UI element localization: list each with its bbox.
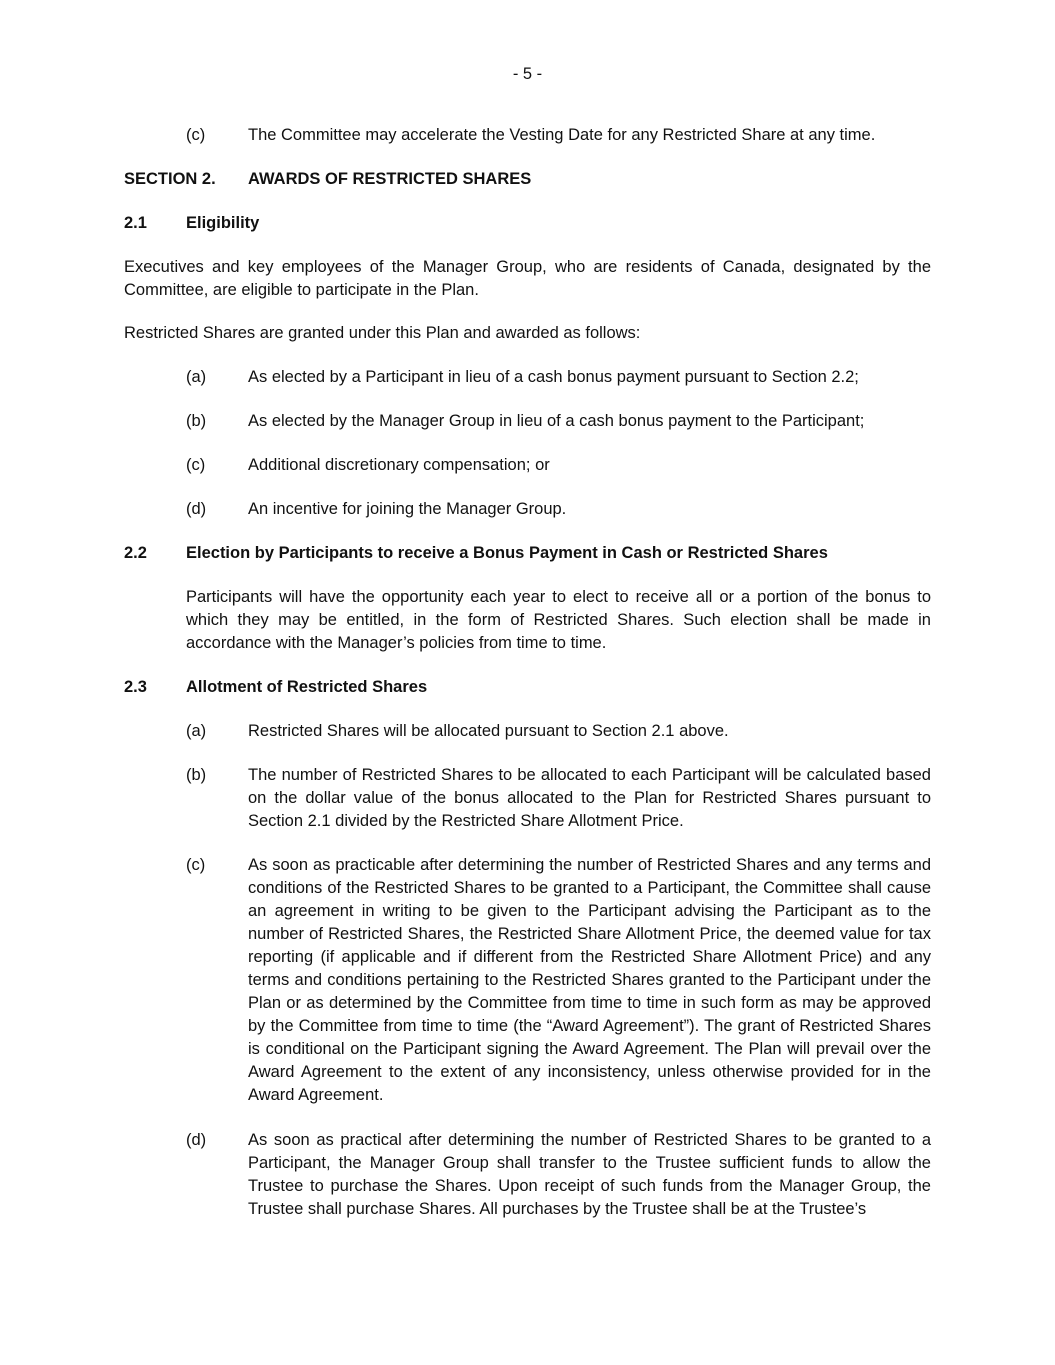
list-item — [186, 854, 931, 1107]
subsection-title: Allotment of Restricted Shares — [186, 678, 428, 696]
subsection-title: Eligibility — [186, 214, 260, 232]
list-item-label: (d) — [186, 500, 207, 518]
subsection-number: 2.3 — [124, 678, 147, 696]
page-number: - 5 - — [512, 65, 543, 83]
subsection-number: 2.1 — [124, 214, 147, 232]
list-item — [186, 454, 931, 477]
list-item-label: (d) — [186, 1131, 207, 1149]
intro-list-item — [186, 124, 931, 147]
list-item — [186, 366, 931, 389]
list-item — [186, 498, 931, 521]
list-item-text: Restricted Shares will be allocated pursuant to Section 2.1 above. — [248, 722, 729, 740]
list-item-text: As elected by the Manager Group in lieu of a cash bonus payment to the Participant; — [248, 412, 865, 430]
awards-intro-paragraph: Restricted Shares are granted under this Plan and awarded as follows: — [124, 324, 641, 342]
list-item-label: (b) — [186, 412, 207, 430]
list-item-text: The number of Restricted Shares to be allocated to each Participant will be calculated based on the dollar value of the bonus allocated to the Plan for Restricted Shares pursuant to Section 2.1 divided by the Restricted Share Allotment Price. — [248, 766, 931, 830]
list-item — [186, 1129, 931, 1221]
list-item — [186, 720, 931, 743]
subsection-title: Election by Participants to receive a Bonus Payment in Cash or Restricted Shares — [186, 544, 828, 562]
list-item-label: (c) — [186, 456, 206, 474]
list-item — [186, 764, 931, 833]
list-item-label: (b) — [186, 766, 207, 784]
section-title: AWARDS OF RESTRICTED SHARES — [248, 170, 532, 188]
list-item — [186, 410, 931, 433]
subsection-number: 2.2 — [124, 544, 147, 562]
list-item-text: Additional discretionary compensation; or — [248, 456, 550, 474]
list-item-text: As elected by a Participant in lieu of a cash bonus payment pursuant to Section 2.2; — [248, 368, 859, 386]
list-item-text: As soon as practicable after determining the number of Restricted Shares and any terms and conditions of the Restricted Shares to be granted to a Participant, the Committee shall cause an agreement in writing to be given to the Participant advising the Participant as to the number of Restricted Shares, the Restricted Share Allotment Price, the deemed value for tax reporting (if applicable and if different from the Restricted Share Allotment Price) and any terms and conditions pertaining to the Restricted Shares granted to the Participant under the Plan or as determined by the Committee from time to time in such form as may be approved by the Committee from time to time (the “Award Agreement”). The grant of Restricted Shares is conditional on the Participant signing the Award Agreement. The Plan will prevail over the Award Agreement to the extent of any inconsistency, unless otherwise provided for in the Award Agreement. — [248, 856, 931, 1104]
list-item-text: As soon as practical after determining the number of Restricted Shares to be granted to a Participant, the Manager Group shall transfer to the Trustee sufficient funds to allow the Trustee to purchase the Shares. Upon receipt of such funds from the Manager Group, the Trustee shall purchase Shares. All purchases by the Trustee shall be at the Trustee’s — [248, 1131, 931, 1218]
list-item-label: (a) — [186, 368, 207, 386]
list-item-text: An incentive for joining the Manager Group. — [248, 500, 567, 518]
section-number: SECTION 2. — [124, 170, 216, 188]
eligibility-paragraph: Executives and key employees of the Manager Group, who are residents of Canada, designated by the Committee, are eligible to participate in the Plan. — [124, 258, 931, 299]
list-item-label: (a) — [186, 722, 207, 740]
list-item-text: The Committee may accelerate the Vesting Date for any Restricted Share at any time. — [248, 126, 876, 144]
election-paragraph: Participants will have the opportunity each year to elect to receive all or a portion of the bonus to which they may be entitled, in the form of Restricted Shares. Such election shall be made in accordance with the Manager’s policies from time to time. — [186, 588, 931, 652]
list-item-label: (c) — [186, 126, 206, 144]
list-item-label: (c) — [186, 856, 206, 874]
